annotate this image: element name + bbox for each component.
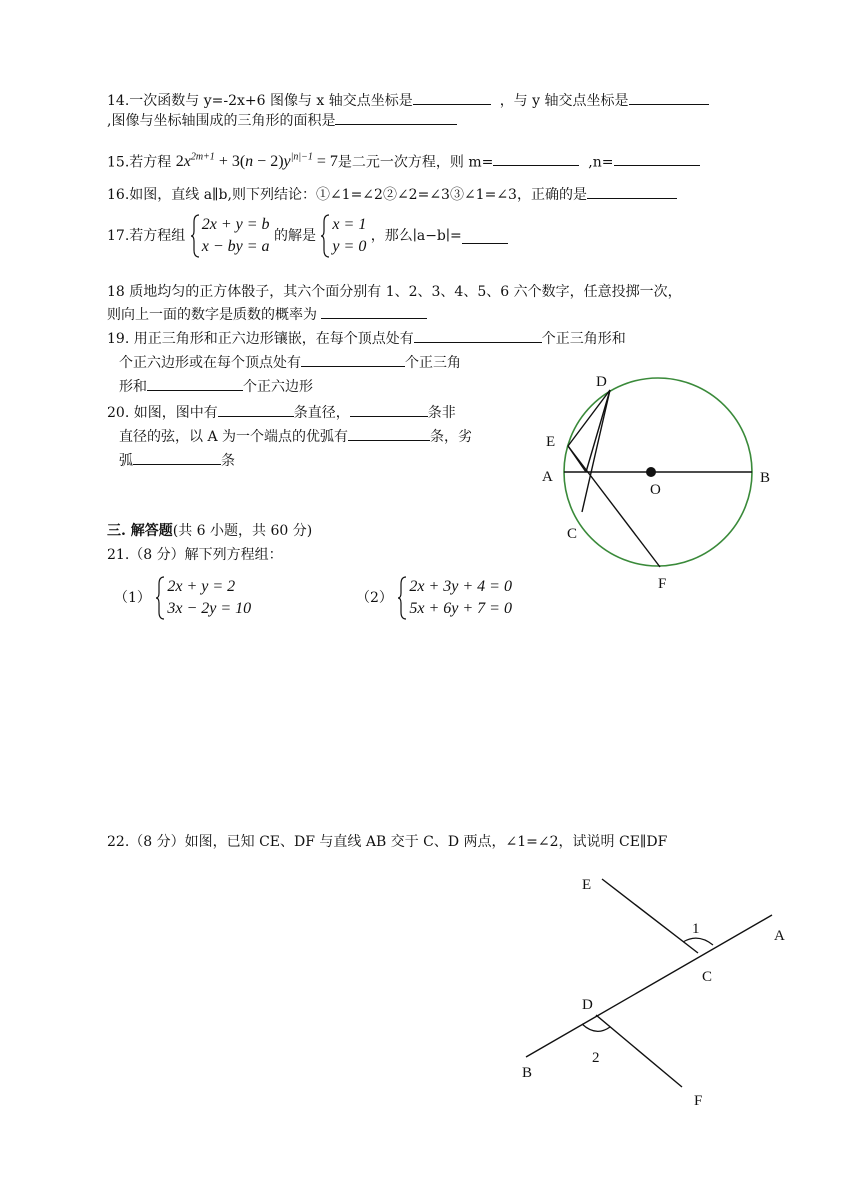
- q20-line2: 直径的弦，以 A 为一个端点的优弧有 条，劣: [119, 426, 472, 447]
- q17-system-b: x = 1 y = 0: [320, 214, 366, 258]
- q19-line1: 19. 用正三角形和正六边形镶嵌，在每个顶点处有 个正三角形和: [107, 328, 626, 349]
- label-f: F: [694, 1093, 703, 1109]
- label-d: D: [582, 997, 593, 1013]
- q21-part2: （2） 2x + 3y + 4 = 0 5x + 6y + 7 = 0: [356, 576, 512, 626]
- q15-equation: $2x^{2m+1} + 3(n - 2)y^{|n|-1} = 7$: [175, 152, 338, 171]
- label-e: E: [582, 877, 592, 893]
- q21-system-2: 2x + 3y + 4 = 0 5x + 6y + 7 = 0: [397, 576, 512, 620]
- section-title: 三. 解答题(共 6 小题，共 60 分): [107, 523, 313, 539]
- q18-line1: 18 质地均匀的正方体骰子，其六个面分别有 1、2、3、4、5、6 六个数字，任意投掷一次，: [107, 284, 682, 300]
- q19-blank-3[interactable]: [147, 376, 243, 391]
- q19-blank-1[interactable]: [414, 328, 542, 343]
- q20-line3: 弧 条: [119, 450, 235, 471]
- q15-blank-m[interactable]: [493, 151, 579, 166]
- q20-blank-2[interactable]: [350, 402, 428, 417]
- q19-line3: 形和 个正六边形: [119, 376, 313, 397]
- label-a: A: [542, 469, 553, 485]
- brace-icon: [155, 576, 165, 620]
- q18-line2: 则向上一面的数字是质数的概率为: [107, 304, 427, 325]
- q17: 17.若方程组 2x + y = b x − by = a 的解是 x = 1 y = 0 ，那么∣a−b∣=: [107, 214, 508, 264]
- chord-ef: [568, 446, 660, 567]
- q21-part1: （1） 2x + y = 2 3x − 2y = 10: [114, 576, 251, 626]
- label-a: A: [774, 928, 785, 944]
- q17-blank[interactable]: [462, 229, 508, 244]
- label-o: O: [650, 482, 661, 498]
- angle-2-arc: [582, 1024, 610, 1031]
- q20-blank-4[interactable]: [133, 450, 221, 465]
- label-e: E: [546, 434, 556, 450]
- brace-icon: [190, 214, 200, 258]
- label-d: D: [596, 374, 607, 390]
- label-c: C: [567, 526, 578, 542]
- q17-system-a: 2x + y = b x − by = a: [190, 214, 270, 258]
- circle-figure: [530, 360, 790, 600]
- q20-blank-3[interactable]: [348, 426, 430, 441]
- label-f: F: [658, 576, 667, 592]
- q19-line2: 个正六边形或在每个顶点处有 个正三角: [119, 352, 461, 373]
- line-df: [596, 1015, 682, 1087]
- q16: 16.如图，直线 a∥b,则下列结论：①∠1=∠2②∠2=∠3③∠1=∠3，正确的是: [107, 184, 677, 205]
- q14-blank-y[interactable]: [629, 90, 709, 105]
- angle-1-arc: [683, 938, 713, 945]
- chord-d-segment: [586, 390, 610, 472]
- parallel-lines-figure: [510, 865, 810, 1115]
- q18-blank[interactable]: [321, 304, 427, 319]
- label-two: 2: [592, 1050, 600, 1066]
- line-ab: [526, 915, 772, 1057]
- q22-text: 22.（8 分）如图，已知 CE、DF 与直线 AB 交于 C、D 两点，∠1=∠2，试说明 CE∥DF: [107, 834, 668, 850]
- q19-blank-2[interactable]: [301, 352, 405, 367]
- q14-line1: 14.一次函数与 y=-2x+6 图像与 x 轴交点坐标是 ，与 y 轴交点坐标是: [107, 90, 709, 111]
- label-one: 1: [692, 921, 700, 937]
- center-point: [646, 467, 656, 477]
- label-c: C: [702, 969, 713, 985]
- label-b: B: [522, 1065, 533, 1081]
- q21-system-1: 2x + y = 2 3x − 2y = 10: [155, 576, 251, 620]
- label-b: B: [760, 470, 771, 486]
- q14-blank-x[interactable]: [413, 90, 491, 105]
- q20-blank-1[interactable]: [218, 402, 294, 417]
- brace-icon: [320, 214, 330, 258]
- q15-blank-n[interactable]: [614, 151, 700, 166]
- q21-title: 21.（8 分）解下列方程组：: [107, 547, 283, 563]
- q20-line1: 20. 如图，图中有 条直径， 条非: [107, 402, 456, 423]
- q14-blank-area[interactable]: [335, 110, 457, 125]
- q16-blank[interactable]: [587, 184, 677, 199]
- brace-icon: [397, 576, 407, 620]
- q15: 15.若方程 $2x^{2m+1} + 3(n - 2)y^{|n|-1} = 7$是二元一次方程，则 m= ,n=: [107, 146, 700, 174]
- q14-line2: ,图像与坐标轴围成的三角形的面积是: [107, 110, 457, 131]
